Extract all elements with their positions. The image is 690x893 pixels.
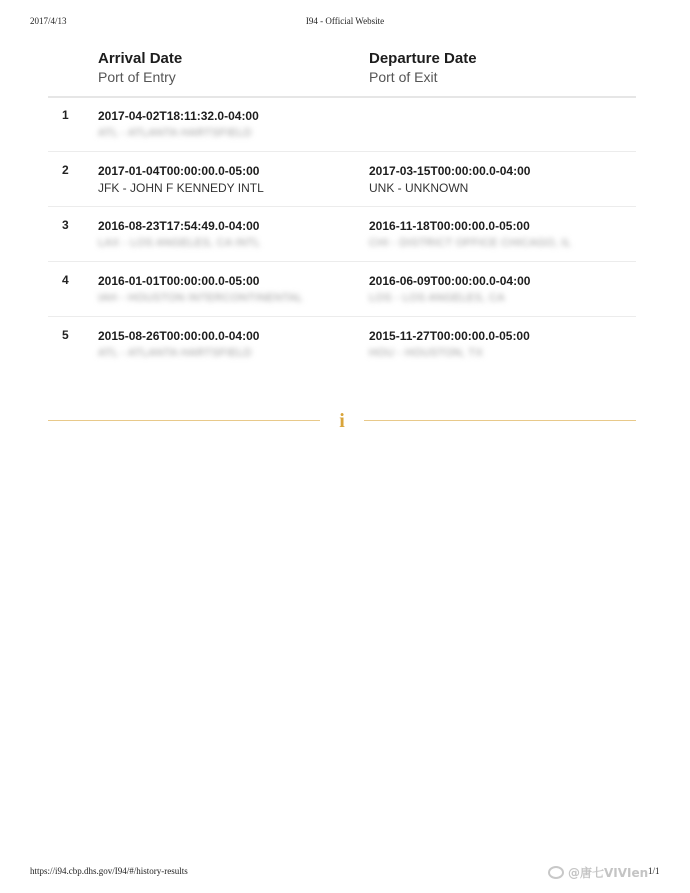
departure-date: 2016-11-18T00:00:00.0-05:00 [369, 219, 530, 233]
departure-cell [369, 218, 571, 252]
divider-line-right [364, 420, 636, 421]
print-page-title: I94 - Official Website [305, 16, 385, 26]
arrival-date: 2017-01-04T00:00:00.0-05:00 [98, 164, 260, 178]
info-icon: i [339, 410, 345, 432]
arrival-date: 2016-08-23T17:54:49.0-04:00 [98, 219, 260, 233]
weibo-icon [548, 866, 564, 879]
arrival-date: 2015-08-26T00:00:00.0-04:00 [98, 329, 260, 343]
row-number: 4 [62, 273, 69, 287]
arrival-cell [98, 273, 303, 307]
history-table-header [48, 50, 636, 98]
arrival-port: IAH - HOUSTON INTERCONTINENTAL [98, 292, 303, 304]
departure-port: HOU - HOUSTON, TX [369, 347, 484, 359]
arrival-cell [98, 108, 259, 142]
row-number: 2 [62, 163, 69, 177]
departure-port: LOS - LOS ANGELES, CA [369, 292, 505, 304]
arrival-date: 2017-04-02T18:11:32.0-04:00 [98, 109, 259, 123]
page-number: 1/1 [648, 866, 660, 876]
arrival-cell [98, 163, 264, 197]
row-number: 3 [62, 218, 69, 232]
watermark [548, 862, 648, 882]
row-number: 1 [62, 108, 69, 122]
row-number: 5 [62, 328, 69, 342]
departure-date: 2016-06-09T00:00:00.0-04:00 [369, 274, 531, 288]
print-date: 2017/4/13 [30, 16, 67, 26]
table-row [48, 97, 636, 152]
arrival-port: LAX - LOS ANGELES, CA INTL [98, 237, 261, 249]
print-url: https://i94.cbp.dhs.gov/I94/#/history-results [30, 866, 188, 876]
table-row [48, 152, 636, 207]
departure-port: UNK - UNKNOWN [369, 181, 469, 195]
divider-line-left [48, 420, 320, 421]
arrival-date-heading: Arrival Date [98, 50, 183, 67]
departure-column-header [369, 50, 477, 86]
table-row [48, 207, 636, 262]
departure-date: 2015-11-27T00:00:00.0-05:00 [369, 329, 530, 343]
departure-port: CHI - DISTRICT OFFICE CHICAGO, IL [369, 237, 572, 249]
info-divider [48, 410, 636, 432]
arrival-port: JFK - JOHN F KENNEDY INTL [98, 181, 264, 195]
departure-date-heading: Departure Date [369, 50, 477, 67]
departure-cell [369, 328, 530, 362]
arrival-cell [98, 328, 259, 362]
port-of-entry-heading: Port of Entry [98, 69, 176, 85]
port-of-exit-heading: Port of Exit [369, 69, 438, 85]
watermark-handle: @唐七VIVIen [568, 865, 649, 880]
departure-cell [369, 273, 530, 307]
departure-date: 2017-03-15T00:00:00.0-04:00 [369, 164, 531, 178]
departure-cell [369, 163, 530, 197]
arrival-cell [98, 218, 260, 252]
arrival-port: ATL - ATLANTA HARTSFIELD [98, 127, 252, 139]
arrival-port: ATL - ATLANTA HARTSFIELD [98, 347, 252, 359]
history-table-body [48, 97, 636, 371]
arrival-date: 2016-01-01T00:00:00.0-05:00 [98, 274, 260, 288]
table-row [48, 317, 636, 371]
print-header [0, 16, 690, 30]
arrival-column-header [98, 50, 182, 86]
table-row [48, 262, 636, 317]
